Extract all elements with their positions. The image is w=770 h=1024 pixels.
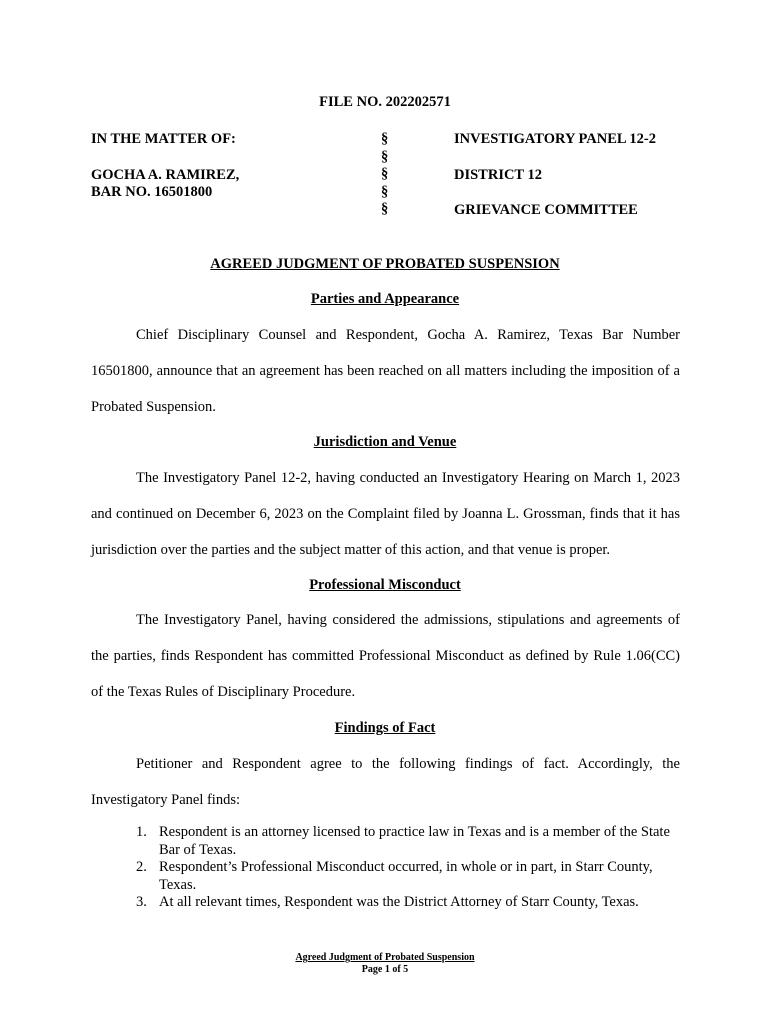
section-heading-jurisdiction: Jurisdiction and Venue xyxy=(313,434,457,450)
paragraph-line: Investigatory Panel finds: xyxy=(91,792,241,808)
section-mark: § xyxy=(381,201,389,217)
paragraph-line: Petitioner and Respondent agree to the following findings of fact. Accordingly, the xyxy=(136,756,680,772)
paragraph-line: the parties, finds Respondent has committed Professional Misconduct as defined by Rule 1.06(CC) xyxy=(91,648,680,664)
list-item-text: At all relevant times, Respondent was the District Attorney of Starr County, Texas. xyxy=(159,894,639,910)
findings-list xyxy=(136,824,680,912)
section-heading-misconduct: Professional Misconduct xyxy=(309,577,461,593)
footer-title: Agreed Judgment of Probated Suspension xyxy=(295,952,475,963)
paragraph-line: The Investigatory Panel, having considered the admissions, stipulations and agreements of xyxy=(136,612,680,628)
district-name: DISTRICT 12 xyxy=(454,167,542,183)
section-mark: § xyxy=(381,183,389,200)
matter-label: IN THE MATTER OF: xyxy=(91,131,236,147)
section-mark: § xyxy=(381,131,389,147)
section-mark: § xyxy=(381,166,389,182)
section-heading-findings: Findings of Fact xyxy=(334,720,436,736)
section-mark: § xyxy=(381,148,389,165)
list-item-number: 3. xyxy=(136,894,147,910)
paragraph-line: and continued on December 6, 2023 on the Complaint filed by Joanna L. Grossman, finds that it has xyxy=(91,506,680,522)
list-item xyxy=(136,824,680,859)
list-item xyxy=(136,859,680,894)
list-item-text: Respondent is an attorney licensed to practice law in Texas and is a member of the State Bar of Texas. xyxy=(159,824,670,858)
list-item-number: 2. xyxy=(136,859,147,875)
paragraph-line: The Investigatory Panel 12-2, having conducted an Investigatory Hearing on March 1, 2023 xyxy=(136,470,680,486)
bar-number: BAR NO. 16501800 xyxy=(91,184,213,200)
panel-name: INVESTIGATORY PANEL 12-2 xyxy=(454,131,656,147)
respondent-name: GOCHA A. RAMIREZ, xyxy=(91,167,240,183)
committee-name: GRIEVANCE COMMITTEE xyxy=(454,202,638,218)
list-item-number: 1. xyxy=(136,824,147,840)
paragraph-line: of the Texas Rules of Disciplinary Procedure. xyxy=(91,684,356,700)
list-item-text: Respondent’s Professional Misconduct occurred, in whole or in part, in Starr County, Texas. xyxy=(159,859,653,893)
page-number: Page 1 of 5 xyxy=(361,964,409,975)
section-heading-parties: Parties and Appearance xyxy=(310,291,460,307)
paragraph-line: Chief Disciplinary Counsel and Respondent, Gocha A. Ramirez, Texas Bar Number xyxy=(136,327,680,343)
section-marks xyxy=(381,131,388,219)
paragraph-line: 16501800, announce that an agreement has been reached on all matters including the imposition of a xyxy=(91,363,680,379)
list-item xyxy=(136,894,680,912)
file-number: FILE NO. 202202571 xyxy=(319,94,451,110)
paragraph-line: jurisdiction over the parties and the subject matter of this action, and that venue is proper. xyxy=(91,542,611,558)
paragraph-line: Probated Suspension. xyxy=(91,399,216,415)
document-title: AGREED JUDGMENT OF PROBATED SUSPENSION xyxy=(210,256,560,272)
